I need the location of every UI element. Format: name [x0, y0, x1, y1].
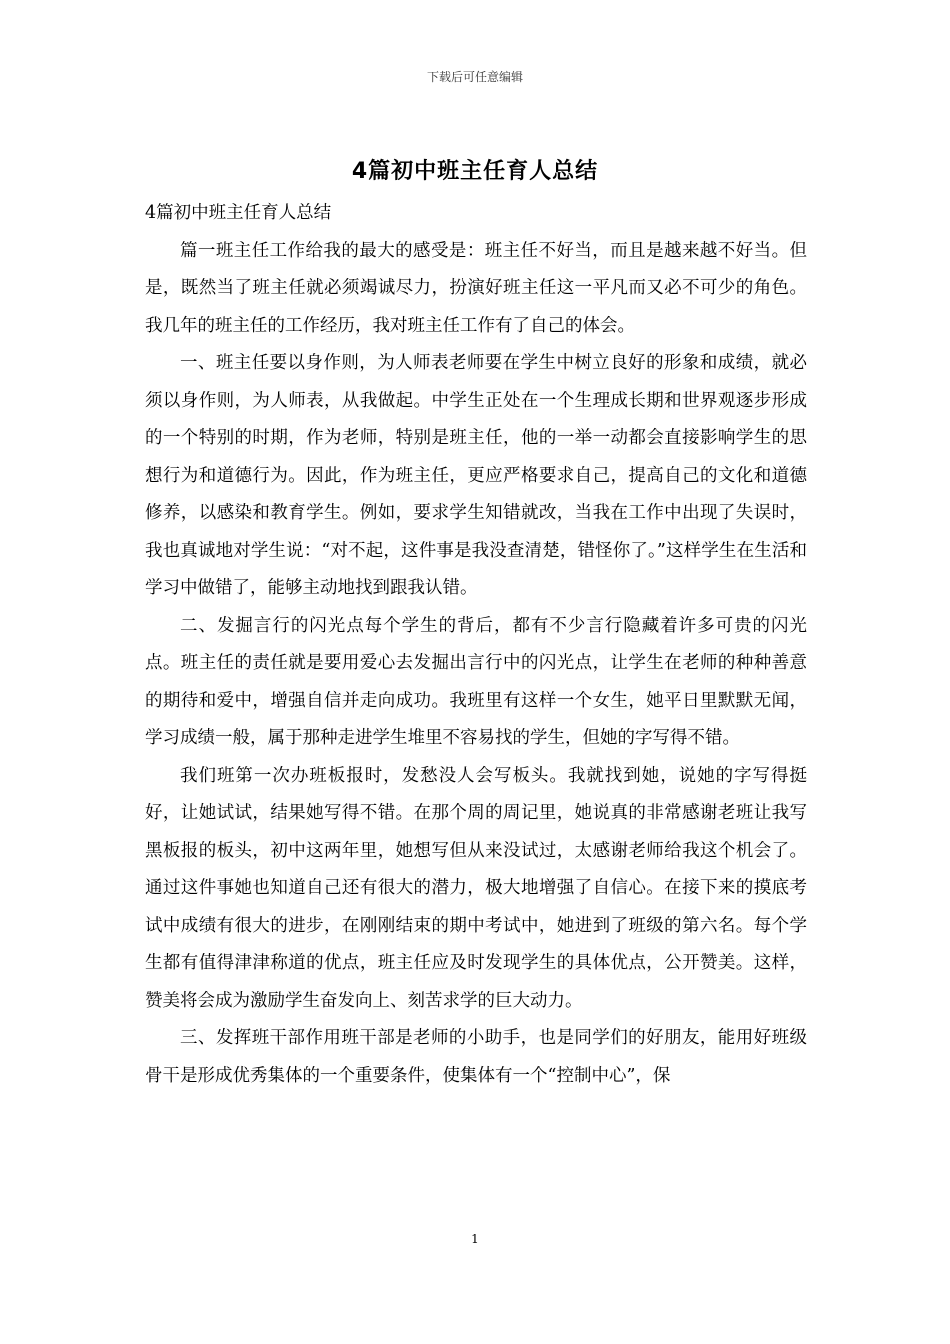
- paragraph-section-two-story: 我们班第一次办班板报时，发愁没人会写板头。我就找到她，说她的字写得挺好，让她试试，结果她写得不错。在那个周的周记里，她说真的非常感谢老班让我写黑板报的板头，初中这两年里，她想写但从来没试过，太感谢老师给我这个机会了。通过这件事她也知道自己还有很大的潜力，极大地增强了自信心。在接下来的摸底考试中成绩有很大的进步，在刚刚结束的期中考试中，她进到了班级的第六名。每个学生都有值得津津称道的优点，班主任应及时发现学生的具体优点，公开赞美。这样，赞美将会成为激励学生奋发向上、刻苦求学的巨大动力。: [145, 765, 807, 1011]
- paragraph-section-three: 三、发挥班干部作用班干部是老师的小助手，也是同学们的好朋友，能用好班级骨干是形成优秀集体的一个重要条件，使集体有一个“控制中心”，保: [145, 1028, 807, 1086]
- page-header: 下载后可任意编辑: [426, 70, 523, 84]
- page-number: 1: [471, 1232, 479, 1246]
- paragraph-section-one: 一、班主任要以身作则，为人师表老师要在学生中树立良好的形象和成绩，就必须以身作则，为人师表，从我做起。中学生正处在一个生理成长期和世界观逐步形成的一个特别的时期，作为老师，特别是班主任，他的一举一动都会直接影响学生的思想行为和道德行为。因此，作为班主任，更应严格要求自己，提高自己的文化和道德修养，以感染和教育学生。例如，要求学生知错就改，当我在工作中出现了失误时，我也真诚地对学生说：“对不起，这件事是我没查清楚，错怪你了。”这样学生在生活和学习中做错了，能够主动地找到跟我认错。: [145, 353, 807, 598]
- paragraph-section-two: 二、发掘言行的闪光点每个学生的背后，都有不少言行隐藏着许多可贵的闪光点。班主任的责任就是要用爱心去发掘出言行中的闪光点，让学生在老师的种种善意的期待和爱中，增强自信并走向成功。我班里有这样一个女生，她平日里默默无闻，学习成绩一般，属于那种走进学生堆里不容易找的学生，但她的字写得不错。: [145, 615, 807, 748]
- document-subtitle: 4篇初中班主任育人总结: [145, 203, 332, 223]
- document-body: [145, 195, 807, 1095]
- paragraph-intro: 篇一班主任工作给我的最大的感受是：班主任不好当，而且是越来越不好当。但是，既然当了班主任就必须竭诚尽力，扮演好班主任这一平凡而又必不可少的角色。我几年的班主任的工作经历，我对班主任工作有了自己的体会。: [145, 240, 807, 336]
- document-title: 4篇初中班主任育人总结: [351, 159, 599, 184]
